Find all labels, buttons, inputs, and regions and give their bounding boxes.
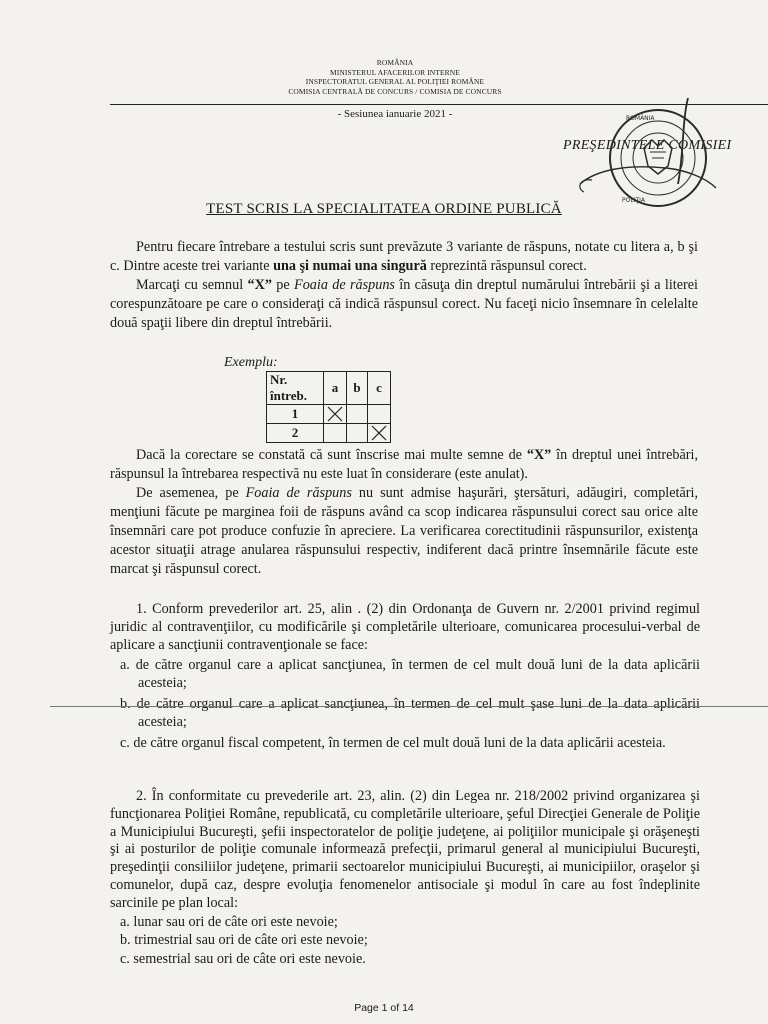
answer-option-b: b. de către organul care a aplicat sancţiunea, în termen de cel mult şase luni de la data aplicării acesteia; [120,695,700,730]
example-answer-table [266,371,391,443]
answer-option-c: c. semestrial sau ori de câte ori este nevoie. [120,951,366,968]
answer-option-a: a. lunar sau ori de câte ori este nevoie; [120,913,338,930]
row-number: 2 [267,424,324,443]
instructions-block [110,238,698,333]
example-label: Exemplu: [224,355,278,370]
answer-cell [347,405,368,424]
x-mark-icon [371,425,387,441]
answer-cell-marked [368,424,391,443]
commission-president-label: PREŞEDINTELE COMISIEI [563,138,732,153]
answer-cell [324,424,347,443]
answer-option-c: c. de către organul fiscal competent, în termen de cel mult două luni de la data aplicării acesteia. [120,734,666,751]
answer-cell [347,424,368,443]
answer-cell [368,405,391,424]
table-row [267,424,391,443]
svg-text:ROMÂNIA: ROMÂNIA [626,115,655,122]
question-text: 2. În conformitate cu prevederile art. 23, alin. (2) din Legea nr. 218/2002 privind organizarea şi funcţionarea Poliţiei Române, republicată, cu completările ulterioare, şeful Direcţiei Generale de Poliţie a Municipiului Bucureşti, şefii inspectoratelor de poliţie judeţene, ai poliţiilor municipale şi orăşeneşti şi ai posturilor de poliţie comunale informează prefecţii, primarul general al municipiului Bucureşti, preşedinţii consiliilor judeţene, primarii sectoarelor municipiului Bucureşti, ai municipiilor, oraşelor şi comunelor, după caz, despre evoluţia fenomenelor antisociale şi modul în care au fost îndeplinite sarcinile pe plan local: [110,788,700,911]
header-inspectorate: INSPECTORATUL GENERAL AL POLIŢIEI ROMÂNE [305,77,485,86]
institution-header [230,58,560,96]
instruction-paragraph-3: Dacă la corectare se constată că sunt înscrise mai multe semne de “X” în dreptul unei întrebări, răspunsul la întrebarea respectivă nu este luat în considerare (este anulat). [110,447,698,482]
instruction-paragraph-4: De asemenea, pe Foaia de răspuns nu sunt admise haşurări, ştersături, adăugiri, completări, menţiuni făcute pe marginea foii de răspuns având ca scop indicarea răspunsului corect sau orice alte însemnări care pot produce confuzie în apreciere. La verificarea corectitudinii răspunsurilor, existenţa acestor situaţii atrage anularea răspunsului respectiv, indiferent dacă printre însemnările făcute este marcat şi răspunsul corect. [110,485,698,577]
instruction-paragraph-2: Marcaţi cu semnul “X” pe Foaia de răspuns în căsuţa din dreptul numărului întrebării şi a literei corespunzătoare pe care o consideraţi că indică răspunsul corect. Nu faceţi nicio însemnare în celelalte două spaţii libere din dreptul întrebării. [110,277,698,331]
answer-option-b: b. trimestrial sau ori de câte ori este nevoie; [120,932,368,949]
answer-option-a: a. de către organul care a aplicat sancţiunea, în termen de cel mult două luni de la data aplicării acesteia; [120,657,700,692]
header-country: ROMÂNIA [376,58,414,67]
table-row [267,405,391,424]
question-text: 1. Conform prevederilor art. 25, alin . (2) din Ordonanţa de Guvern nr. 2/2001 privind regimul juridic al contravenţiilor, cu modificările şi completările ulterioare, comunicarea procesului-verbal de aplicare a sancţiunii contravenţionale se face: [110,601,700,653]
header-option-a: a [324,372,347,405]
header-option-b: b [347,372,368,405]
question-2 [110,788,700,969]
header-question-number: Nr. întreb. [267,372,324,405]
instruction-paragraph-1: Pentru fiecare întrebare a testului scris sunt prevăzute 3 variante de răspuns, notate cu litera a, b şi c. Dintre aceste trei variante una şi numai una singură reprezintă răspunsul corect. [110,239,698,274]
question-1 [110,601,700,752]
svg-text:POLIŢIA: POLIŢIA [622,197,645,204]
table-header-row [267,372,391,405]
scan-fold-line [50,706,768,707]
header-commission: COMISIA CENTRALĂ DE CONCURS / COMISIA DE CONCURS [288,86,502,96]
page-footer: Page 1 of 14 [354,1002,414,1014]
test-title: TEST SCRIS LA SPECIALITATEA ORDINE PUBLICĂ [206,201,562,217]
instructions-block-2 [110,446,698,579]
session-label: - Sesiunea ianuarie 2021 - [337,108,453,120]
header-ministry: MINISTERUL AFACERILOR INTERNE [330,67,460,77]
answer-cell-marked [324,405,347,424]
row-number: 1 [267,405,324,424]
x-mark-icon [327,406,343,422]
header-option-c: c [368,372,391,405]
